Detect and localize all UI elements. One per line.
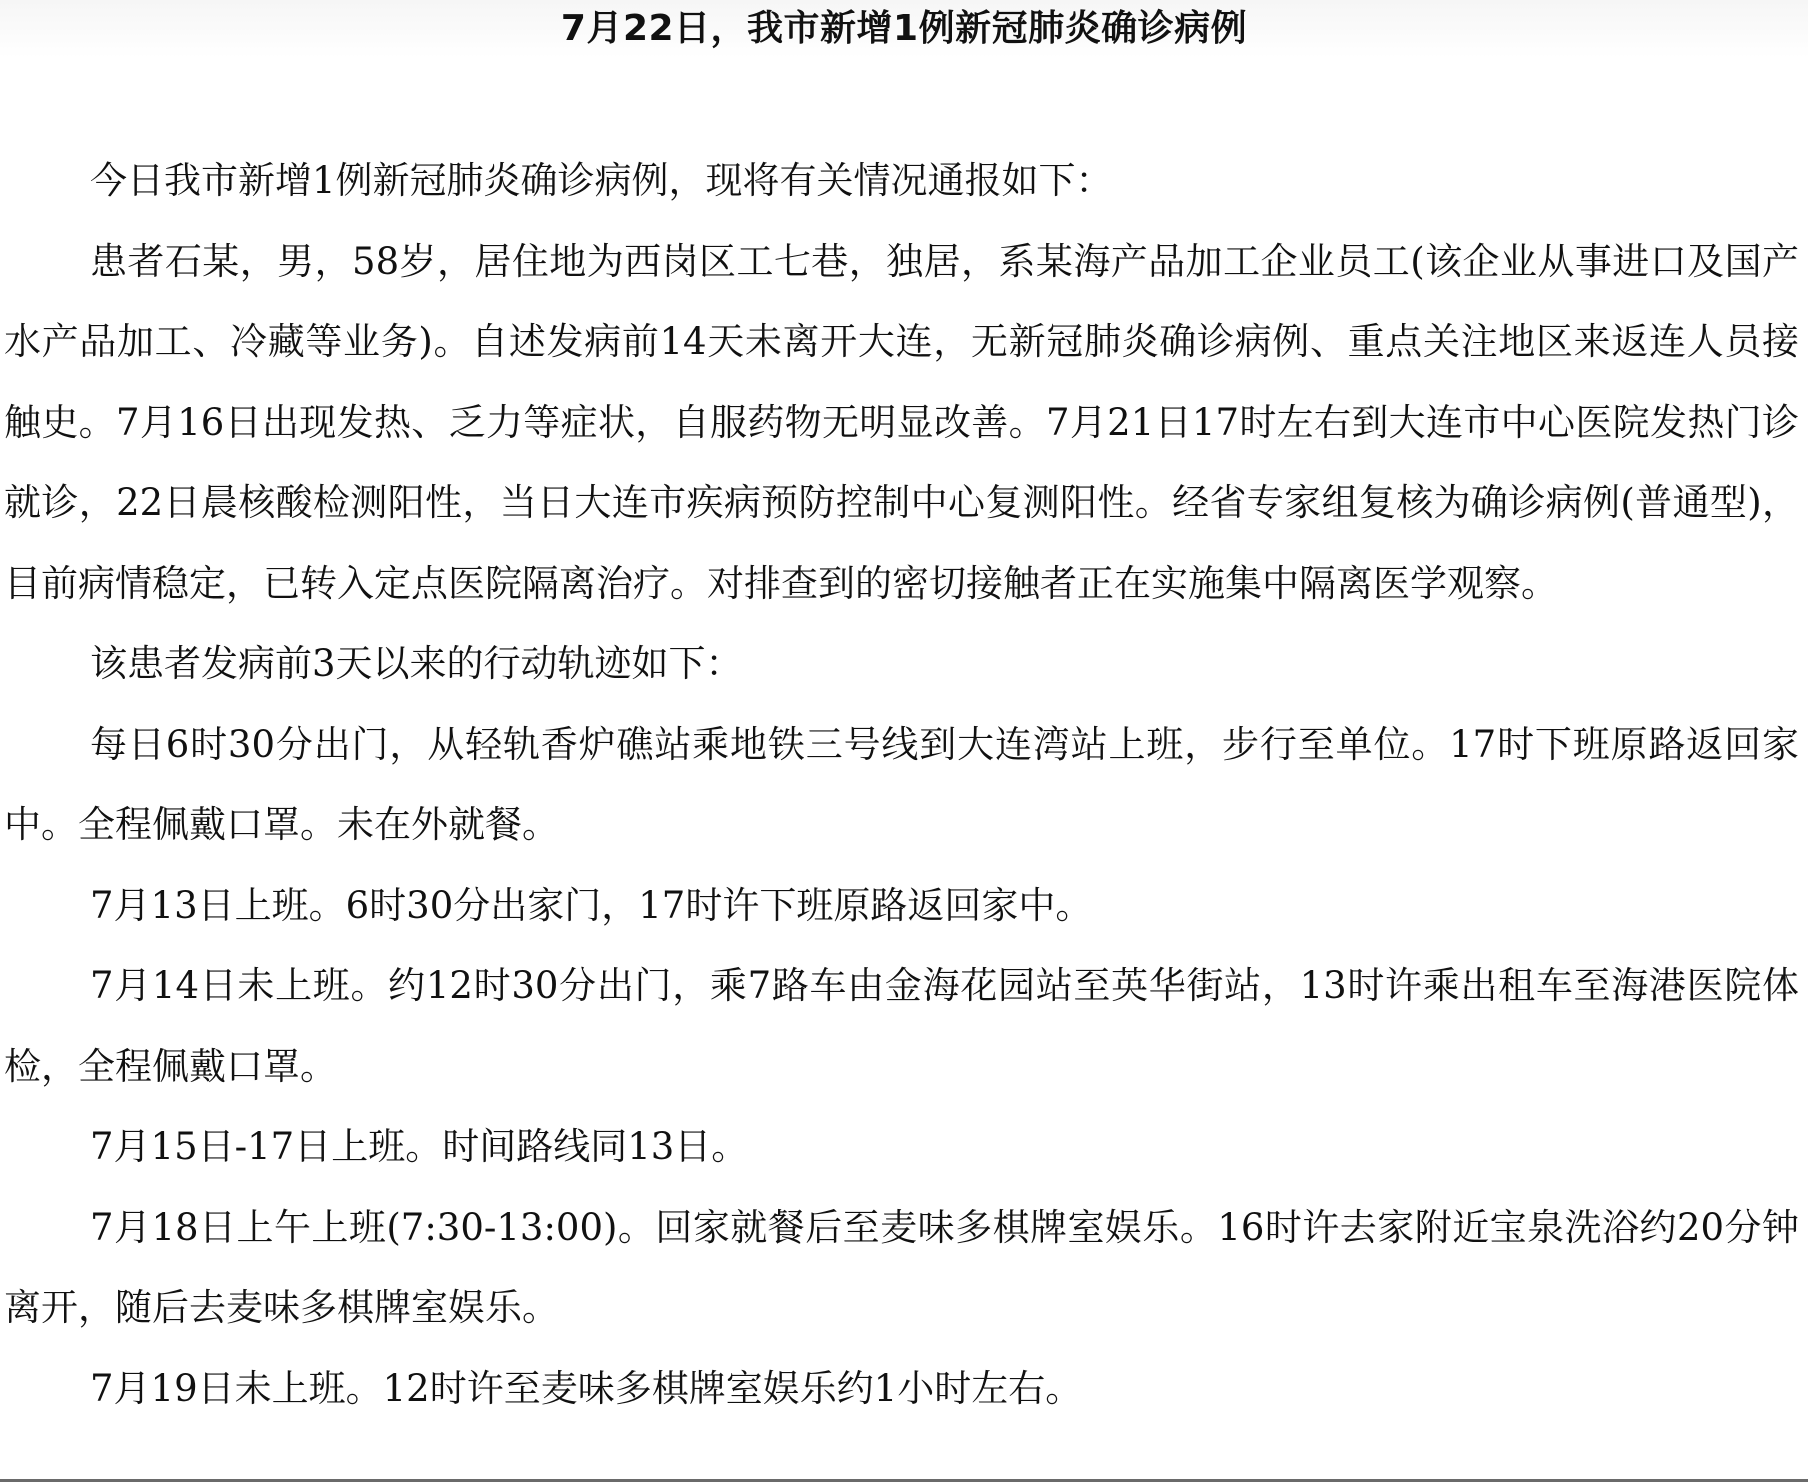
paragraph-july-19: 7月19日未上班。12时许至麦味多棋牌室娱乐约1小时左右。 — [90, 1366, 1083, 1410]
paragraph-july-14: 7月14日未上班。约12时30分出门，乘7路车由金海花园站至英华街站，13时许乘出租车至海港医院体检，全程佩戴口罩。 — [4, 964, 1799, 1088]
paragraph-july-18: 7月18日上午上班(7:30-13:00)。回家就餐后至麦味多棋牌室娱乐。16时许去家附近宝泉洗浴约20分钟离开，随后去麦味多棋牌室娱乐。 — [4, 1205, 1799, 1329]
paragraph-july-15-17: 7月15日-17日上班。时间路线同13日。 — [90, 1125, 749, 1168]
paragraph-daily-routine: 每日6时30分出门，从轻轨香炉礁站乘地铁三号线到大连湾站上班，步行至单位。17时下班原路返回家中。全程佩戴口罩。未在外就餐。 — [4, 722, 1799, 846]
paragraph-trajectory-heading: 该患者发病前3天以来的行动轨迹如下： — [90, 642, 743, 685]
page-title: 7月22日，我市新增1例新冠肺炎确诊病例 — [0, 0, 1808, 58]
article-body — [4, 141, 1799, 1429]
paragraph-intro: 今日我市新增1例新冠肺炎确诊病例，现将有关情况通报如下： — [90, 159, 1113, 202]
paragraph-july-13: 7月13日上班。6时30分出家门，17时许下班原路返回家中。 — [90, 883, 1093, 927]
paragraph-patient-info: 患者石某，男，58岁，居住地为西岗区工七巷，独居，系某海产品加工企业员工(该企业从事进口及国产水产品加工、冷藏等业务)。自述发病前14天未离开大连，无新冠肺炎确诊病例、重点关注地区来返连人员接触史。7月16日出现发热、乏力等症状，自服药物无明显改善。7月21日17时左右到大连市中心医院发热门诊就诊，22日晨核酸检测阳性，当日大连市疾病预防控制中心复测阳性。经省专家组复核为确诊病例(普通型)，目前病情稳定，已转入定点医院隔离治疗。对排查到的密切接触者正在实施集中隔离医学观察。 — [4, 239, 1799, 605]
